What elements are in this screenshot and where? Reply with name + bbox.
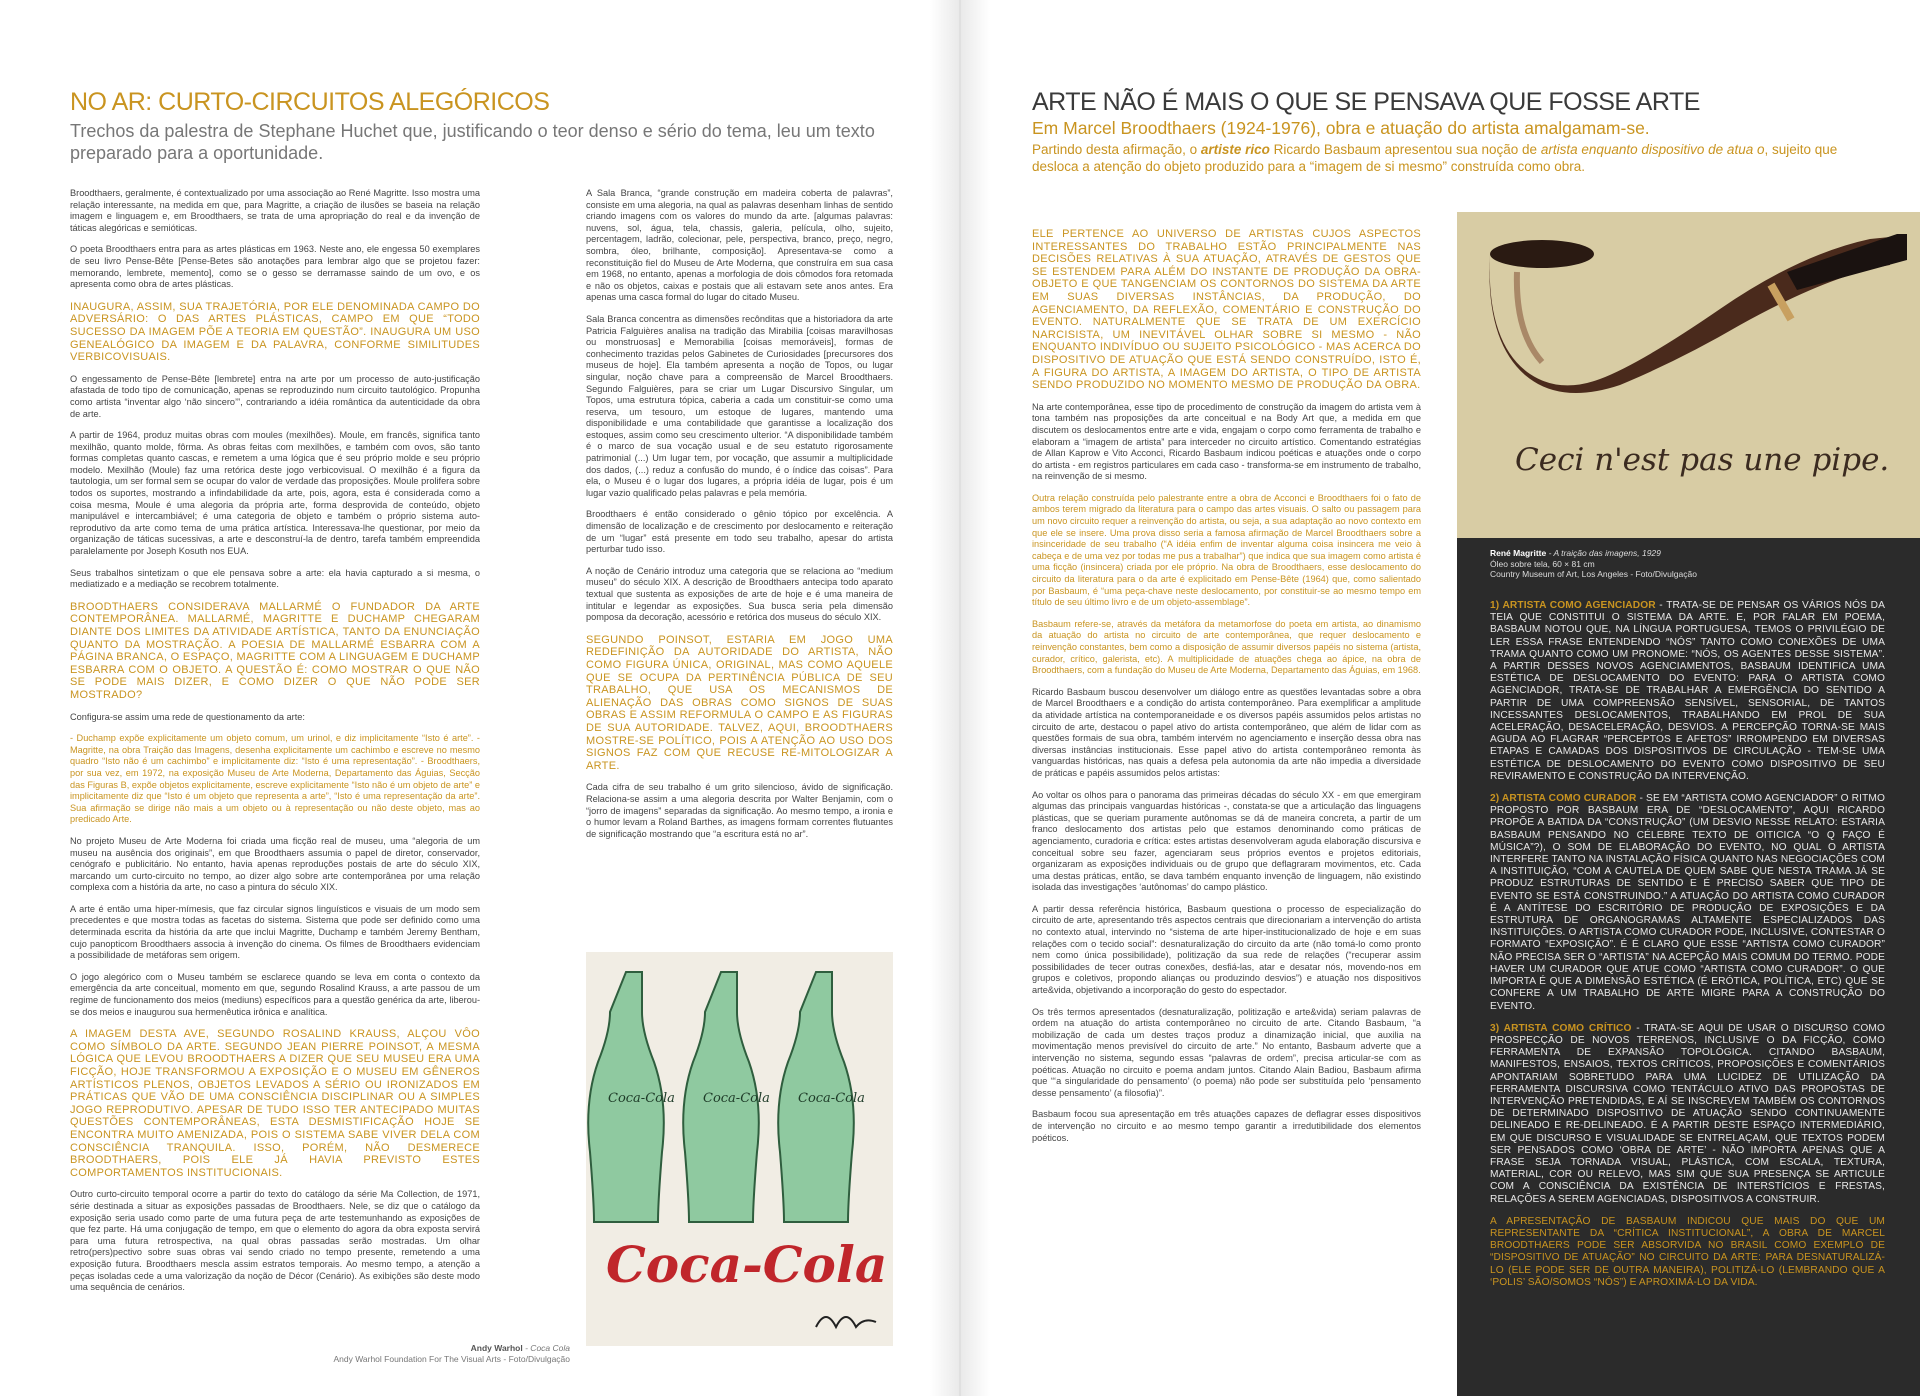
sidebar-body: - TRATA-SE DE PENSAR OS VÁRIOS NÓS DA TEIA QUE CONSTITUI O SISTEMA DA ARTE. E, POR FALAR EM POEMA, BASBAUM NOTOU QUE, NA LÍNGUA PORTUGUESA, TEMOS O PRIVILÉGIO DE LER ESSA FRASE ENTENDENDO “NÓS” TANTO COMO CONEXÕES DE UMA TRAMA QUANTO COMO UM PRONOME: “NÓS, OS AGENTES DESSE SISTEMA”. A PARTIR DESSES NOVOS AGENCIAMENTOS, BASBAUM IDENTIFICA UMA ESTÉTICA DE DESLOCAMENTO DO EVENTO: PARA O ARTISTA COMO AGENCIADOR, TRATA-SE DE TRABALHAR A EMERGÊNCIA DO SENTIDO A PARTIR DE UMA COMPREENSÃO SENSÍVEL, SENSORIAL, DE TANTOS INCESSANTES DESLOCAMENTOS, TRABALHANDO EM PROL DE SUA ACELERAÇÃO, DESACELERAÇÃO, DESVIOS. A PERCEPÇÃO TORNA-SE MAIS AGUDA AO FLAGRAR “PERCEPTOS E AFETOS” IRROMPENDO EM DIVERSAS ETAPAS E CAMADAS DOS DISPOSITIVOS DE CIRCULAÇÃO - TEM-SE UMA ESTÉTICA DE DESLOCAMENTO DO EVENTO COMO DISPOSITIVO DE SEU REVIRAMENTO E CONSTRUÇÃO DA INTERVENÇÃO. xyxy=(1490,600,1885,782)
credit-source: Andy Warhol Foundation For The Visual Arts - Foto/Divulgação xyxy=(333,1353,570,1364)
sidebar-heading: 1) ARTISTA COMO AGENCIADOR xyxy=(1490,600,1656,611)
gold-paragraph: Outra relação construída pelo palestrante entre a obra de Acconci e Broodthaers foi o fato de ambos terem migrado da literatura para o campo das artes visuais. O salto ou passagem para um novo circuito requer a reinvenção do artista, ou seja, a sua adaptação ao novo contexto em que ele se insere. Uma prova disso seria a famosa afirmação de Marcel Broodthaers sobre a insinceridade de seu trabalho (“A idéia enfim de inventar alguma coisa insincera me veio à cabeça e de uma vez por todas me pus a trabalhar”) que indica que sua imagem como artista é uma ficção (insincera) criada por ele próprio. Na obra de Broodthaers, esse deslocamento do circuito da literatura para o da arte é explicitado em Pense-Bête (1964) que, como salientado por Basbaum, é “uma peça-chave neste deslocamento, por constituir-se ao mesmo tempo em título de seu último livro e de um objeto-assemblage”. xyxy=(1032,492,1421,608)
coca-cola-logo: Coca-Cola xyxy=(606,1235,888,1294)
intro-text: Partindo desta afirmação, o xyxy=(1032,142,1201,157)
paragraph: A Sala Branca, “grande construção em madeira coberta de palavras”, consiste em uma alegoria, na qual as palavras desenham linhas de sentido criando imagens com os valores do mundo da arte. [algumas palavras: nuvens, sol, água, tela, chassis, galeria, película, olho, sujeito, percentagem, ladrão, colecionar, pele, perspectiva, branco, preço, negro, sombra, óleo, brilhante, composição]. Apresentava-se como a reconstituição fiel do Museu de Arte Moderna, que construíra em sua casa em 1968, no entanto, apenas a morfologia de dois cômodos fora retomada e não os objetos, caixas e postais que ali estavam sete anos antes. Era apenas uma casca formal do lugar do citado Museu. xyxy=(586,188,893,303)
sidebar-heading: 2) ARTISTA COMO CURADOR xyxy=(1490,793,1637,805)
caption-title: - A traição das imagens, 1929 xyxy=(1546,548,1661,558)
paragraph: O poeta Broodthaers entra para as artes plásticas em 1963. Neste ano, ele engessa 50 exemplares de seu livro Pense-Bête [Pense-Betes são anotações para lembrar algo que se projetou fazer: memorando, lembrete, memento], como se o gesso se derramasse saindo de um ovo, e os apresenta como obra de artes plásticas. xyxy=(70,244,480,290)
paragraph: Ao voltar os olhos para o panorama das primeiras décadas do século XX - em que emergiram algumas das principais vanguardas históricas -, constata-se que a articulação das linguagens plásticas, que se queriam puramente autônomas se dá de maneira concreta, a partir de um franco deslocamento dos artistas pelo que estamos denominando como práticas de agenciamento, curadoria e crítica: estes artistas desenvolveram aguda elaboração discursiva e conceitual sobre seu fazer, agenciaram seus próprios eventos e projetos editoriais, organizaram as exposições individuais ou de grupo que deflagraram movimentos, etc. Cada uma destas práticas, então, se dava também enquanto invenção de linguagem, não existindo isolada das investigações ‘autônomas’ do campo plástico. xyxy=(1032,789,1421,893)
intro-emphasis: artista enquanto dispositivo de atua o xyxy=(1540,142,1765,157)
bottle-label: Coca-Cola xyxy=(608,1091,675,1106)
paragraph: Sala Branca concentra as dimensões recônditas que a historiadora da arte Patricia Falguières analisa na tradição das Mirabilia [coisas maravilhosas ou monstruosas] e Memorabilia [coisas memoráveis], formas de conhecimento trazidas pelos Gabinetes de Curiosidades [precursores dos museus de hoje]. Ela também apresenta a noção de Topos, ou lugar singular, noção chave para a compreensão de Marcel Broodthaers. Segundo Falguières, para se criar um Lugar Discursivo Singular, um Topos, uma estrutura tópica, caberia a cada um constituir-se como uma reserva, um tesouro, um estoque de lugares, mantendo uma disponibilidade e uma contabilidade que garantisse a localização dos estoques, assim como seu crescimento ulterior. “A disponibilidade também é o marco de sua vocação usual e de seu estatuto rigorosamente patrimonial (...) Um lugar tem, por vocação, que assumir a multiplicidade dos dados, (...) reduz a confusão do mundo, é o índice das coisas”. Para ela, o Museu é o lugar dos lugares, a própria idéia de lugar, pois é um lugar vazio qualificado pelas palavras e pela memória. xyxy=(586,313,893,498)
paragraph: A arte é então uma hiper-mímesis, que faz circular signos linguísticos e visuais de um modo sem precedentes e que mostra todas as facetas do sistema. Sistema que pode ser definido como uma determinada escrita da história da arte que inclui Magritte, Duchamp e também Jeremy Bentham, cujo panopticom Broodthaers associa à invenção do cinema. Os filmes de Broodthaers evidenciam a possibilidade de metáforas sem origem. xyxy=(70,903,480,961)
left-column-2 xyxy=(586,188,893,850)
bottle-label: Coca-Cola xyxy=(798,1091,865,1106)
caps-quote: A IMAGEM DESTA AVE, SEGUNDO ROSALIND KRAUSS, ALÇOU VÔO COMO SÍMBOLO DA ARTE. SEGUNDO JEAN PIERRE POINSOT, A MESMA LÓGICA QUE LEVOU BROODTHAERS A DIZER QUE SEU MUSEU ERA UMA FICÇÃO, HOJE TRANSFORMOU A EXPOSIÇÃO E O MUSEU EM GÊNEROS ARTÍSTICOS PLENOS, OBJETOS LEVADOS A SÉRIO OU IRONIZADOS EM PRÁTICAS QUE VÃO DE UMA CONSCIÊNCIA DISCIPLINAR OU A SIMPLES JOGO REPRODUTIVO. APESAR DE TUDO ISSO TER ANTECIPADO MUITAS QUESTÕES CONTEMPORÂNEAS, ESTA DESMISTIFICAÇÃO HOJE SE ENCONTRA MUITO AMENIZADA, POIS O SISTEMA SABE VIVER DELA COM CONSCIÊNCIA TRANQUILA. ISSO, PORÉM, NÃO DESMERECE BROODTHAERS, POIS ELE JÁ HAVIA PREVISTO ESTES COMPORTAMENTOS INSTITUCIONAIS. xyxy=(70,1028,480,1179)
paragraph: Os três termos apresentados (desnaturalização, politização e arte&vida) seriam palavras de ordem na atuação do artista contemporâneo no circuito de arte. Citando Basbaum, “a mobilização de cada um destes traços produz a dinamização inicial, que auxilia na movimentação menos previsível do circuito de arte.” No entanto, Basbaum adverte que a intervenção no sistema, segundo essas “palavras de ordem”, precisa articular-se com as poéticas. Atuação no circuito e poema andam juntos. Citando Alain Badiou, Basbaum afirma que “‘a singularidade do pensamento’ (o poema) não pode ser substituída pelo ‘pensamento desse pensamento’ (a filosofia)”. xyxy=(1032,1006,1421,1098)
warhol-credit xyxy=(300,1343,570,1364)
page-gutter xyxy=(930,0,990,1396)
caps-quote: SEGUNDO POINSOT, ESTARIA EM JOGO UMA REDEFINIÇÃO DA AUTORIDADE DO ARTISTA, NÃO COMO FIGURA ÚNICA, ORIGINAL, MAS COMO AQUELE QUE SE OCUPA DA PERTINÊNCIA PÚBLICA DE SEU TRABALHO, QUE USA OS MECANISMOS DE ALIENAÇÃO DAS OBRAS COMO SIGNOS DE SUAS OBRAS E ASSIM REFORMULA O CAMPO E AS FIGURAS DE SUA AUTORIDADE. TALVEZ, AQUI, BROODTHAERS MOSTRE-SE POLÍTICO, POIS A ATENÇÃO AO USO DOS SIGNOS FAZ COM QUE RECUSE RE-MITOLOGIZAR A ARTE. xyxy=(586,633,893,772)
list-items: - Duchamp expõe explicitamente um objeto comum, um urinol, e diz implicitamente “Isto é arte”. - Magritte, na obra Traição das Imagens, desenha explicitamente um cachimbo e escreve no mesmo quadro “Isto não é um cachimbo” e implicitamente diz: “Isto é uma representação”. - Broodthaers, por sua vez, em 1972, na exposição Museu de Arte Moderna, Departamento das Águias, Secção das Figuras B, expõe objetos explicitamente, escreve explicitamente “Isto não é um objeto de arte” e implicitamente diz que “Isto é um objeto que representa a arte”, “Isto é uma representação da arte”. Sua afirmação se dirige não mais a um objeto ou à representação ou não deste objeto, mas ao predicado Arte. xyxy=(70,733,480,825)
magritte-pipe-image xyxy=(1457,212,1920,538)
paragraph: Seus trabalhos sintetizam o que ele pensava sobre a arte: ela havia capturado a si mesma, o mediatizado e a mediação se recobrem totalmente. xyxy=(70,567,480,590)
sidebar-heading: 3) ARTISTA COMO CRÍTICO xyxy=(1490,1022,1632,1034)
paragraph: Broodthaers é então considerado o gênio tópico por excelência. A dimensão de localização e de crescimento por deslocamento e reiteração de um “lugar” está presente em todo seu trabalho, apesar do artista perturbar tudo isso. xyxy=(586,509,893,555)
paragraph: A partir de 1964, produz muitas obras com moules (mexilhões). Moule, em francês, significa tanto mexilhão, quanto molde, fôrma. As obras feitas com mexilhões, e também com ovos, são tanto formas completas quanto cascas, e remetem a uma lógica que é seu próprio molde e seu próprio modelo. Mexilhão (Moule) faz uma retórica deste jogo verbicovisual. O mexilhão é a figura da tautologia, um ser formal sem se ocupar do valor de verdade das proposições. Moule prolifera sobre todos os suportes, mostrando a infindabilidade da arte, pois, agora, esta é considerada como a coisa mesma, Moule é uma alegoria da própria arte, forma desprovida de conteúdo, objeto manipulável e intercambiável; é uma categoria de objeto e também o próprio sistema auto-reprodutivo da arte como tema de uma prática artística. Interessava-lhe questionar, por meio da organização de táticas sucessivas, a arte e desconstruí-la de dentro, tarefa também empreendida paralelamente por Joseph Kosuth nos EUA. xyxy=(70,430,480,557)
paragraph: Na arte contemporânea, esse tipo de procedimento de construção da imagem do artista vem à tona também nas proposições da arte conceitual e na Body Art que, a medida em que discutem os deslocamentos entre arte e vida, engajam o corpo como ferramenta de trabalho e elaboram a “imagem de artista” para interceder no circuito artístico. Comentando estratégias de Allan Kaprow e Vito Acconci, Ricardo Basbaum indicou poéticas e atuações onde o corpo do artista - em registros particulares em cada caso - transforma-se em instrumento de trabalho, na reinvenção de si mesmo. xyxy=(1032,401,1421,482)
right-intro xyxy=(1032,141,1852,175)
warhol-signature-icon xyxy=(816,1317,876,1327)
caption-medium: Óleo sobre tela, 60 × 81 cm xyxy=(1490,558,1595,569)
right-title: ARTE NÃO É MAIS O QUE SE PENSAVA QUE FOSSE ARTE xyxy=(1032,88,1700,116)
bottle-label: Coca-Cola xyxy=(703,1091,770,1106)
caps-quote: BROODTHAERS CONSIDERAVA MALLARMÉ O FUNDADOR DA ARTE CONTEMPORÂNEA. MALLARMÉ, MAGRITTE E DUCHAMP CHEGARAM DIANTE DOS LIMITES DA ATIVIDADE ARTÍSTICA, TANTO DA ENUNCIAÇÃO QUANTO DA MOSTRAÇÃO. A POESIA DE MALLARMÉ ESBARRA COM A PÁGINA BRANCA, O ESPAÇO, MAGRITTE COM A LINGUAGEM E DUCHAMP ESBARRA COM O OBJETO. A QUESTÃO É: COMO MOSTRAR O QUE NÃO SE PODE MAIS DIZER, E COMO DIZER O QUE NÃO PODE SER MOSTRADO? xyxy=(70,600,480,701)
coca-cola-bottles-illustration xyxy=(586,952,893,1346)
warhol-coca-cola-image xyxy=(586,952,893,1346)
sidebar-body: - SE EM “ARTISTA COMO AGENCIADOR” O RITMO PROPOSTO POR BASBAUM ERA DE “DESLOCAMENTO”, AQUI RICARDO PROPÕE A BATIDA DA “CONSTRUÇÃO” (UM DESVIO NESSE RELATO: ESTARIA BASBAUM PENSANDO NO CÉLEBRE TEXTO DE OITICICA “O Q FAÇO É MÚSICA”?), O SOM DE ELABORAÇÃO DO EVENTO, NO QUAL O ARTISTA INTERFERE TANTO NA INSTALAÇÃO FÍSICA QUANTO NAS NEGOCIAÇÕES COM A INSTITUIÇÃO, “COM A CAUTELA DE QUEM SABE QUE NESTA TRAMA JÁ SE PRODUZ ESTRUTURAS DE SENTIDO E É PRECISO SABER QUE TIPO DE EVENTO SE ESTÁ CONSTRUINDO.” A ATUAÇÃO DO ARTISTA COMO CURADOR É A ANTÍTESE DO ESCRITÓRIO DE PRODUÇÃO DE EXPOSIÇÕES E DA ESTRUTURA DE ORGANOGRAMAS ALTAMENTE ESPECIALIZADOS DAS INSTITUIÇÕES. O ARTISTA COMO CURADOR PODE, INCLUSIVE, CONTESTAR O FORMATO “EXPOSIÇÃO”. É É CLARO QUE ESSE “ARTISTA COMO CURADOR” NÃO PRECISA SER O “ARTISTA” NA ACEPÇÃO MAIS COMUM DO TERMO. PODE HAVER UM CURADOR QUE ATUE COMO “ARTISTA COMO CURADOR”. O QUE IMPORTA É QUE A DIMENSÃO ESTÉTICA (É ERÓTICA, POLÍTICA, ETC) QUE SE CONFERE A UM TRABALHO DE ARTE MIGRE PARA A CONSTRUÇÃO DO EVENTO. xyxy=(1490,793,1885,1012)
sidebar-item-critico xyxy=(1490,1023,1885,1206)
left-column-1 xyxy=(70,188,480,1304)
left-title: NO AR: CURTO-CIRCUITOS ALEGÓRICOS xyxy=(70,88,550,116)
credit-artist: Andy Warhol xyxy=(470,1343,523,1353)
sidebar-text xyxy=(1490,600,1885,1299)
paragraph: A partir dessa referência histórica, Basbaum questiona o processo de especialização do circuito de arte, apresentando três aspectos centrais que direcionariam a intervenção do artista no contexto atual, intervindo no “sistema de arte hiper-institucionalizado de hoje e em suas relações com o tecido social”: desnaturalização do circuito da arte (não tomá-lo como pronto nem como única possibilidade), politização da sua rede de relações (“recuperar assim possibilidades de tecer outras conexões, desfiá-las, atar e desatar nós, movendo-nos em grupos e coletivos, propondo alianças ou produzindo desvios”) e atuação nos dispositivos arte&vida, objetivando a incorporação do gesto do espectador. xyxy=(1032,903,1421,996)
left-subtitle: Trechos da palestra de Stephane Huchet que, justificando o teor denso e sério do tema, leu um texto preparado para a oportunidade. xyxy=(70,121,875,163)
caps-quote: INAUGURA, ASSIM, SUA TRAJETÓRIA, POR ELE DENOMINADA CAMPO DO ADVERSÁRIO: O DAS ARTES PLÁSTICAS, CAMPO EM QUE “TODO SUCESSO DA IMAGEM PÕE A TEORIA EM QUESTÃO”. INAUGURA UM USO GENEALÓGICO DA IMAGEM E DA PALAVRA, CONFORME SIMILITUDES VERBICOVISUAIS. xyxy=(70,300,480,364)
pipe-illustration xyxy=(1457,212,1920,538)
right-column-1 xyxy=(1032,228,1421,1154)
caption-source: Country Museum of Art, Los Angeles - Foto/Divulgação xyxy=(1490,569,1697,579)
gold-paragraph: Basbaum refere-se, através da metáfora da metamorfose do poeta em artista, ao dinamismo da atuação do artista no circuito de arte contemporânea, que requer deslocamento e reinvenção constantes, bem como a disposição de assumir diversos papéis no sistema (artista, curador, crítico, galerista, etc). A multiplicidade de atuações chega ao ápice, na obra de Broodthaers, com a fundação do Museu de Arte Moderna, Departamento das Águias, em 1968. xyxy=(1032,618,1421,676)
intro-emphasis: artiste rico xyxy=(1200,142,1270,157)
caps-quote: ELE PERTENCE AO UNIVERSO DE ARTISTAS CUJOS ASPECTOS INTERESSANTES DO TRABALHO ESTÃO PRINCIPALMENTE NAS DECISÕES RELATIVAS À SUA ATUAÇÃO, ATRAVÉS DE GESTOS QUE SE ESTENDEM PARA ALÉM DO INSTANTE DE PRODUÇÃO DA OBRA-OBJETO E QUE TANGENCIAM OS CONTORNOS DO SISTEMA DA ARTE EM SUAS DIVERSAS INSTÂNCIAS, DA PRODUÇÃO, DO AGENCIAMENTO, DA REFLEXÃO, COMENTÁRIO E CONSTRUÇÃO DO EVENTO. NATURALMENTE QUE SE TRATA DE UM EXERCÍCIO NARCISISTA, UM INEVITÁVEL OLHAR SOBRE SI MESMO - NÃO ENQUANTO INDIVÍDUO OU SUJEITO PSICOLÓGICO - MAS ACERCA DO DISPOSITIVO DE ATUAÇÃO QUE ESTÁ SENDO CONSTRUÍDO, ISTO É, A FIGURA DO ARTISTA, A IMAGEM DO ARTISTA, O TIPO DE ARTISTA SENDO PRODUZIDO NO MOMENTO MESMO DE PRODUÇÃO DA OBRA. xyxy=(1032,228,1421,392)
caption-artist: René Magritte xyxy=(1490,548,1547,558)
paragraph: Cada cifra de seu trabalho é um grito silencioso, ávido de significação. Relaciona-se assim a uma alegoria descrita por Walter Benjamin, com o “jorro de imagens” separadas da significação. Ao mesmo tempo, a ironia e o humor levam a Roland Barthes, as imagens formam correntes flutuantes de significação mostrando que “a escritura está no ar”. xyxy=(586,782,893,839)
intro-text: , sujeito que desloca a atenção do objeto produzido para a “imagem de si mesmo” construída como obra. xyxy=(1032,142,1838,174)
sidebar-item-curador xyxy=(1490,793,1885,1013)
painting-inscription: Ceci n'est pas une pipe. xyxy=(1515,442,1890,478)
paragraph: Broodthaers, geralmente, é contextualizado por uma associação ao René Magritte. Isso mostra uma relação interessante, na medida em que, para Magritte, a criação de ilusões se baseia na relação imagem e linguagem e, em Broodthaers, se trata de uma apropriação do real e da invenção de táticas alegóricas e semióticas. xyxy=(70,188,480,233)
sidebar-body: - TRATA-SE AQUI DE USAR O DISCURSO COMO PROSPECÇÃO DE NOVOS TERRENOS, INCLUSIVE O DA FICÇÃO, COMO FERRAMENTA DE EXPANSÃO TOPOLÓGICA. CITANDO BASBAUM, MANIFESTOS, ENSAIOS, TEXTOS CRÍTICOS, PROPOSIÇÕES E COMENTÁRIOS APONTARIAM SOBRETUDO PARA UMA LUCIDEZ DE UTILIZAÇÃO DA FERRAMENTA DISCURSIVA COMO TENTÁCULO ATIVO DAS PROPOSTAS DE INTERVENÇÃO PRETENDIDAS, E AÍ SE INSCREVEM TAMBÉM OS CONTORNOS DE DETERMINADO DISPOSITIVO DE ATUAÇÃO SENDO CONTINUAMENTE DELINEADO E RE-DELINEADO. É A PARTIR DESTE ESPAÇO INTERMEDIÁRIO, EM QUE DISCURSO E VISUALIDADE SE ENTRELAÇAM, QUE TEXTOS PODEM SER PENSADOS COMO ‘OBRA DE ARTE’ - NÃO IMPORTA APENAS QUE A FRASE SEJA TORNADA VISUAL, PLÁSTICA, COM ESCALA, TEXTURA, MATERIAL, COR OU RELEVO, MAS SIM QUE SUA PRESENÇA SE ARTICULE COM A CONSCIÊNCIA DA EXISTÊNCIA DE INTERSTÍCIOS E FRESTAS, RELAÇÕES A SEREM AGENCIADAS, DISPOSITIVOS A CONSTRUIR. xyxy=(1490,1022,1885,1205)
paragraph: Ricardo Basbaum buscou desenvolver um diálogo entre as questões levantadas sobre a obra de Marcel Broodthaers e a condição do artista contemporâneo. Para exemplificar a amplitude da atividade artística na contemporaneidade e os diversos papéis assumidos pelos artistas no circuito de arte, destacou o papel ativo do artista contemporâneo, que além de lidar com as questões formais de sua obra, também intervém no agenciamento e inserção dessa obra nas diversas instâncias institucionais. Esse papel ativo do artista contemporâneo remonta às vanguardas históricas, nas quais a defesa pela autonomia da arte não impedia a diversidade de práticas e papéis assumidos pelos artistas: xyxy=(1032,686,1421,778)
paragraph: No projeto Museu de Arte Moderna foi criada uma ficção real de museu, uma “alegoria de um museu na ausência dos originais”, em que Broodthaers assumia o papel de diretor, conservador, cenógrafo e publicitário. No entanto, havia apenas reproduções postais de arte do século XIX, marcando um curto-circuito no tempo, ao dizer algo sobre arte contemporânea por uma relação complexa com a história da arte, no caso a pintura do século XIX. xyxy=(70,835,480,893)
right-subtitle: Em Marcel Broodthaers (1924-1976), obra e atuação do artista amalgamam-se. xyxy=(1032,118,1650,138)
sidebar-item-agenciador xyxy=(1490,600,1885,783)
paragraph: Outro curto-circuito temporal ocorre a partir do texto do catálogo da série Ma Collection, de 1971, série destinada a situar as exposições passadas de Broodthaers. Nele, se diz que o catálogo da exposição seria usado como parte de uma futura peça de arte testemunhando as exposições de que fez parte. Há uma conjugação de tempo, em que o elemento do agora da obra exposta servirá para uma futura retrospectiva, na qual obras passadas serão mostradas. Um olhar retro(pers)pectivo sobre suas obras vai sendo criado no tempo presente, remetendo a uma exposição futura. Broodthaers mescla assim estratos temporais. Ao mesmo tempo, a atenção a peças isoladas cede a uma valorização da noção de Décor (Cenário). As exibições são deste modo uma sequência de cenários. xyxy=(70,1189,480,1293)
paragraph: A noção de Cenário introduz uma categoria que se relaciona ao “medium museu” do século XIX. A descrição de Broodthaers antecipa todo aparato textual que sustenta as exposições de arte de hoje e é uma maneira de intitular e legendar as exposições. Sua busca seria pela dimensão pomposa da decoração, acessório e retórica dos museus do século XIX. xyxy=(586,565,893,623)
magritte-caption xyxy=(1490,548,1890,580)
sidebar-conclusion: A APRESENTAÇÃO DE BASBAUM INDICOU QUE MAIS DO QUE UM REPRESENTANTE DA “CRÍTICA INSTITUCIONAL”, A OBRA DE MARCEL BROODTHAERS PODE SER ABSORVIDA NO BRASIL COMO EXEMPLO DE “DISPOSITIVO DE ATUAÇÃO” NO CIRCUITO DA ARTE: PARA DESNATURALIZÁ-LO (ELE PODE SER DE OUTRA MANEIRA), POLITIZÁ-LO (LEMBRANDO QUE A ‘POLIS’ SÃO/SOMOS “NÓS”) E APROXIMÁ-LO DA VIDA. xyxy=(1490,1215,1885,1288)
paragraph: Configura-se assim uma rede de questionamento da arte: xyxy=(70,711,305,722)
paragraph: Basbaum focou sua apresentação em três atuações capazes de deflagrar esses dispositivos de intervenção no circuito e ao mesmo tempo garantir a irredutibilidade dos elementos poéticos. xyxy=(1032,1109,1421,1143)
intro-text: Ricardo Basbaum apresentou sua noção de xyxy=(1269,142,1541,157)
paragraph: O engessamento de Pense-Bête [lembrete] entra na arte por um processo de auto-justificação afastada de todo tipo de comunicação, apenas se reproduzindo num circuito tautológico. Propunha como artista “inventar algo ‘não sincero’”, contrariando a idéia romântica da autenticidade da obra de arte. xyxy=(70,373,480,419)
paragraph: O jogo alegórico com o Museu também se esclarece quando se leva em conta o contexto da emergência da arte conceitual, momento em que, segundo Rosalind Krauss, a arte passou de um regime de funcionamento dos meios (mediuns) específicos para a questão genérica da arte, liberou-se dos meios e inaugurou sua hermenêutica irônica e analítica. xyxy=(70,971,480,1017)
credit-title: - Coca Cola xyxy=(522,1343,570,1353)
